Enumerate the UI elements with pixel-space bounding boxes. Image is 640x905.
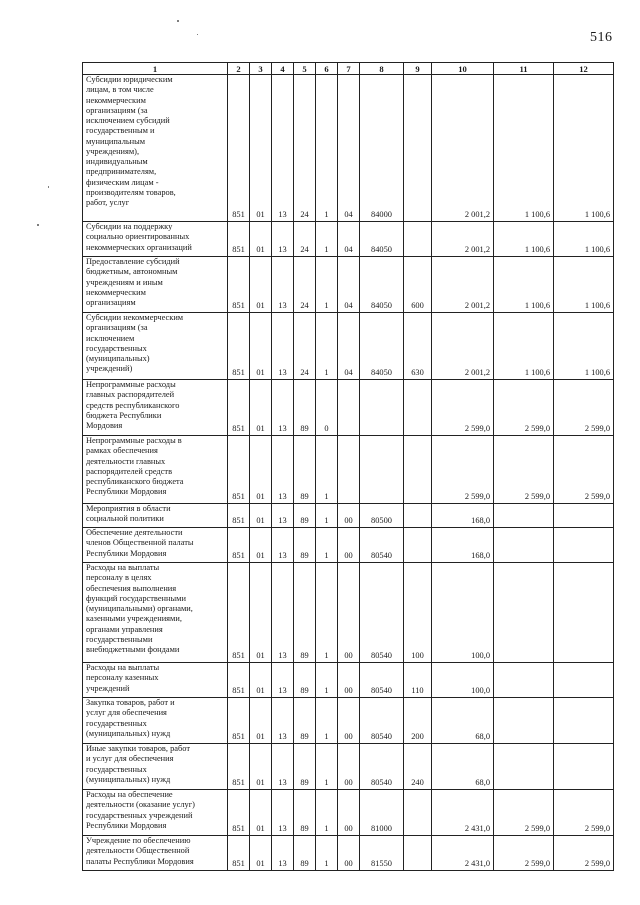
amount-cell: 2 431,0 [432,836,494,871]
code-cell: 00 [338,504,360,528]
expense-name-cell: Субсидии юридическим лицам, в том числе некоммерческим организациям (за исключением субсидий государственным и муниципальным учреждениям), индивидуальным предпринимателям, физическим лицам - производителям товаров, работ, услуг [83,75,228,222]
code-cell: 04 [338,257,360,313]
amount-cell: 2 001,2 [432,75,494,222]
page-number: 516 [590,30,613,45]
code-cell: 0 [316,380,338,436]
code-cell: 01 [250,744,272,790]
amount-cell [494,663,554,698]
amount-cell: 2 431,0 [432,790,494,836]
code-cell: 80540 [360,698,404,744]
table-row [83,504,614,528]
code-cell: 84050 [360,313,404,380]
table-row [83,698,614,744]
amount-cell: 2 599,0 [554,436,614,504]
amount-cell: 1 100,6 [494,75,554,222]
expense-name-cell: Мероприятия в области социальной политики [83,504,228,528]
code-cell: 851 [228,836,250,871]
code-cell: 851 [228,504,250,528]
code-cell: 89 [294,663,316,698]
amount-cell: 168,0 [432,528,494,563]
code-cell: 1 [316,744,338,790]
code-cell: 01 [250,257,272,313]
expense-name-cell: Субсидии на поддержку социально ориентированных некоммерческих организаций [83,222,228,257]
code-cell: 80540 [360,744,404,790]
code-cell: 851 [228,313,250,380]
column-header: 2 [228,63,250,75]
amount-cell [554,563,614,663]
expense-name-cell: Иные закупки товаров, работ и услуг для обеспечения государственных (муниципальных) нужд [83,744,228,790]
code-cell: 13 [272,790,294,836]
amount-cell: 2 599,0 [432,380,494,436]
code-cell: 80540 [360,663,404,698]
column-header: 11 [494,63,554,75]
table-row [83,380,614,436]
code-cell: 13 [272,698,294,744]
code-cell [404,436,432,504]
expense-name-cell: Учреждение по обеспечению деятельности Общественной палаты Республики Мордовия [83,836,228,871]
expense-name-cell: Расходы на выплаты персоналу казенных учреждений [83,663,228,698]
code-cell: 80540 [360,563,404,663]
code-cell: 01 [250,436,272,504]
code-cell: 1 [316,75,338,222]
code-cell: 1 [316,222,338,257]
code-cell: 13 [272,563,294,663]
amount-cell: 2 599,0 [554,836,614,871]
code-cell: 80540 [360,528,404,563]
code-cell [338,436,360,504]
code-cell: 13 [272,744,294,790]
code-cell: 851 [228,222,250,257]
code-cell: 00 [338,698,360,744]
scan-speck [37,224,39,226]
column-header: 1 [83,63,228,75]
code-cell: 81000 [360,790,404,836]
code-cell: 01 [250,222,272,257]
code-cell: 01 [250,790,272,836]
amount-cell: 1 100,6 [554,257,614,313]
code-cell: 1 [316,528,338,563]
scan-speck [48,186,49,188]
code-cell: 1 [316,790,338,836]
amount-cell [554,528,614,563]
code-cell: 851 [228,663,250,698]
code-cell: 01 [250,528,272,563]
amount-cell: 100,0 [432,563,494,663]
amount-cell: 168,0 [432,504,494,528]
code-cell: 01 [250,504,272,528]
code-cell: 89 [294,504,316,528]
table-row [83,313,614,380]
amount-cell [494,563,554,663]
code-cell: 00 [338,563,360,663]
code-cell: 851 [228,528,250,563]
table-row [83,663,614,698]
amount-cell: 68,0 [432,698,494,744]
code-cell: 13 [272,257,294,313]
table-row [83,563,614,663]
code-cell: 01 [250,563,272,663]
code-cell: 89 [294,563,316,663]
amount-cell: 2 001,2 [432,222,494,257]
code-cell: 13 [272,313,294,380]
amount-cell: 2 599,0 [494,836,554,871]
amount-cell: 2 001,2 [432,313,494,380]
code-cell: 01 [250,698,272,744]
code-cell [404,222,432,257]
code-cell: 13 [272,504,294,528]
code-cell: 24 [294,75,316,222]
table-body [83,75,614,871]
code-cell: 01 [250,75,272,222]
code-cell: 13 [272,528,294,563]
amount-cell: 2 599,0 [494,380,554,436]
code-cell: 851 [228,436,250,504]
code-cell: 851 [228,744,250,790]
code-cell: 851 [228,563,250,663]
code-cell [404,380,432,436]
code-cell: 13 [272,663,294,698]
table-header-row [83,63,614,75]
code-cell: 01 [250,836,272,871]
code-cell: 89 [294,790,316,836]
amount-cell: 1 100,6 [494,257,554,313]
code-cell: 851 [228,698,250,744]
code-cell: 600 [404,257,432,313]
code-cell: 851 [228,790,250,836]
code-cell: 630 [404,313,432,380]
code-cell: 81550 [360,836,404,871]
code-cell [404,790,432,836]
amount-cell [554,504,614,528]
code-cell: 04 [338,313,360,380]
code-cell: 89 [294,436,316,504]
table-row [83,790,614,836]
code-cell: 89 [294,744,316,790]
amount-cell [494,528,554,563]
code-cell: 1 [316,313,338,380]
code-cell: 89 [294,528,316,563]
code-cell: 84050 [360,222,404,257]
code-cell: 200 [404,698,432,744]
code-cell: 13 [272,836,294,871]
table-row [83,528,614,563]
amount-cell: 2 599,0 [432,436,494,504]
amount-cell: 2 599,0 [554,790,614,836]
code-cell [404,75,432,222]
budget-table-sheet [82,62,614,871]
code-cell: 851 [228,257,250,313]
code-cell: 13 [272,380,294,436]
code-cell: 80500 [360,504,404,528]
code-cell: 1 [316,836,338,871]
code-cell: 110 [404,663,432,698]
column-header: 3 [250,63,272,75]
code-cell: 89 [294,836,316,871]
amount-cell: 1 100,6 [494,222,554,257]
code-cell [360,380,404,436]
table-row [83,222,614,257]
column-header: 4 [272,63,294,75]
expense-name-cell: Предоставление субсидий бюджетным, автономным учреждениям и иным некоммерческим организациям [83,257,228,313]
budget-table [82,62,614,871]
expense-name-cell: Закупка товаров, работ и услуг для обеспечения государственных (муниципальных) нужд [83,698,228,744]
code-cell: 01 [250,663,272,698]
column-header: 8 [360,63,404,75]
code-cell: 89 [294,698,316,744]
expense-name-cell: Расходы на обеспечение деятельности (оказание услуг) государственных учреждений Республики Мордовия [83,790,228,836]
code-cell: 1 [316,698,338,744]
scan-speck [197,34,198,35]
code-cell [404,504,432,528]
amount-cell: 2 599,0 [494,436,554,504]
code-cell: 1 [316,663,338,698]
code-cell: 01 [250,313,272,380]
code-cell: 24 [294,313,316,380]
code-cell [338,380,360,436]
amount-cell: 1 100,6 [554,75,614,222]
column-header: 6 [316,63,338,75]
amount-cell: 1 100,6 [554,222,614,257]
code-cell: 01 [250,380,272,436]
table-row [83,257,614,313]
code-cell: 1 [316,504,338,528]
code-cell: 04 [338,222,360,257]
code-cell: 1 [316,563,338,663]
amount-cell: 2 599,0 [554,380,614,436]
amount-cell [494,744,554,790]
code-cell: 04 [338,75,360,222]
code-cell: 84050 [360,257,404,313]
amount-cell: 1 100,6 [554,313,614,380]
code-cell: 00 [338,790,360,836]
amount-cell [554,744,614,790]
amount-cell [554,698,614,744]
code-cell: 00 [338,663,360,698]
table-row [83,436,614,504]
code-cell: 851 [228,380,250,436]
code-cell: 1 [316,436,338,504]
code-cell: 84000 [360,75,404,222]
amount-cell [554,663,614,698]
amount-cell: 2 001,2 [432,257,494,313]
amount-cell [494,698,554,744]
column-header: 9 [404,63,432,75]
code-cell: 13 [272,75,294,222]
expense-name-cell: Субсидии некоммерческим организациям (за исключением государственных (муниципальных) учреждений) [83,313,228,380]
code-cell [360,436,404,504]
amount-cell: 1 100,6 [494,313,554,380]
code-cell: 00 [338,836,360,871]
code-cell: 13 [272,222,294,257]
column-header: 10 [432,63,494,75]
amount-cell: 100,0 [432,663,494,698]
table-row [83,836,614,871]
expense-name-cell: Непрограммные расходы главных распорядителей средств республиканского бюджета Республики Мордовия [83,380,228,436]
table-row [83,744,614,790]
column-header: 7 [338,63,360,75]
code-cell: 240 [404,744,432,790]
code-cell [404,528,432,563]
amount-cell [494,504,554,528]
code-cell: 1 [316,257,338,313]
code-cell [404,836,432,871]
column-header: 5 [294,63,316,75]
scan-speck [177,20,179,22]
code-cell: 100 [404,563,432,663]
expense-name-cell: Расходы на выплаты персоналу в целях обеспечения выполнения функций государственными (муниципальными) органами, казенными учреждениями, органами управления государственными внебюджетными фондами [83,563,228,663]
amount-cell: 68,0 [432,744,494,790]
code-cell: 24 [294,257,316,313]
expense-name-cell: Непрограммные расходы в рамках обеспечения деятельности главных распорядителей средств республиканского бюджета Республики Мордовия [83,436,228,504]
code-cell: 00 [338,744,360,790]
code-cell: 89 [294,380,316,436]
code-cell: 851 [228,75,250,222]
code-cell: 00 [338,528,360,563]
code-cell: 24 [294,222,316,257]
expense-name-cell: Обеспечение деятельности членов Общественной палаты Республики Мордовия [83,528,228,563]
amount-cell: 2 599,0 [494,790,554,836]
column-header: 12 [554,63,614,75]
table-row [83,75,614,222]
code-cell: 13 [272,436,294,504]
